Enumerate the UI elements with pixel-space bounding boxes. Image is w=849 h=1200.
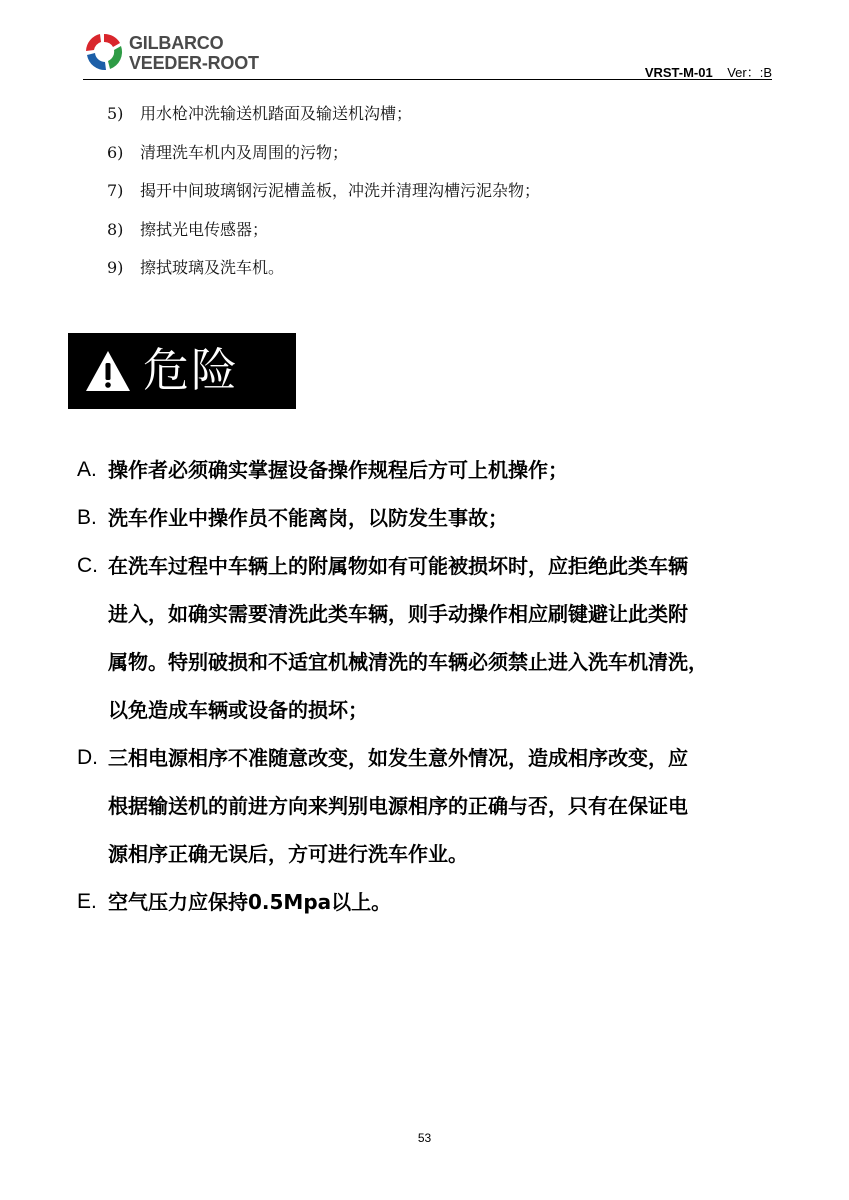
list-item xyxy=(107,176,787,215)
step-number: 8) xyxy=(107,219,124,239)
step-number: 7) xyxy=(107,181,124,200)
rule-letter: A. xyxy=(77,458,97,481)
danger-label: 危险 xyxy=(143,343,239,397)
gilbarco-logo-icon xyxy=(83,31,125,73)
document-version: Ver：:B xyxy=(727,65,772,80)
rule-letter: B. xyxy=(77,506,97,529)
company-logo xyxy=(83,31,283,77)
rule-letter: E. xyxy=(77,890,97,913)
list-item xyxy=(77,878,777,926)
list-item xyxy=(107,138,787,177)
logo-line-2: VEEDER-ROOT xyxy=(129,53,259,73)
document-id: VRST-M-01 xyxy=(644,65,713,80)
rule-text: 三相电源相序不准随意改变，如发生意外情况，造成相序改变，应 xyxy=(108,746,688,770)
rule-text: 操作者必须确实掌握设备操作规程后方可上机操作； xyxy=(108,458,568,482)
list-item xyxy=(77,446,777,494)
logo-line-1: GILBARCO xyxy=(129,33,224,53)
header-rule xyxy=(83,79,772,80)
safety-rules xyxy=(77,446,777,926)
rule-text: 进入，如确实需要清洗此类车辆，则手动操作相应刷键避让此类附 xyxy=(108,602,688,626)
list-item xyxy=(77,542,777,734)
list-item xyxy=(107,215,787,254)
rule-letter: D. xyxy=(77,746,98,769)
rule-text: 以免造成车辆或设备的损坏； xyxy=(108,698,368,722)
step-text: 用水枪冲洗输送机踏面及输送机沟槽； xyxy=(140,104,413,123)
page-header xyxy=(0,0,849,82)
list-item xyxy=(77,494,777,542)
step-number: 6) xyxy=(107,142,124,162)
maintenance-steps xyxy=(107,99,787,292)
step-number: 9) xyxy=(107,258,124,277)
page-number: 53 xyxy=(417,1131,432,1145)
danger-banner xyxy=(68,333,296,409)
rule-text: 根据输送机的前进方向来判别电源相序的正确与否，只有在保证电 xyxy=(108,794,688,818)
rule-text: 空气压力应保持0.5Mpa以上。 xyxy=(108,890,392,914)
rule-text: 洗车作业中操作员不能离岗，以防发生事故； xyxy=(108,506,508,530)
logo-wordmark xyxy=(129,33,259,73)
warning-triangle-icon xyxy=(85,349,131,393)
step-text: 擦拭光电传感器； xyxy=(140,219,269,239)
rule-letter: C. xyxy=(77,554,98,577)
rule-text: 源相序正确无误后，方可进行洗车作业。 xyxy=(108,842,468,866)
rule-text: 在洗车过程中车辆上的附属物如有可能被损坏时，应拒绝此类车辆 xyxy=(108,554,688,578)
list-item xyxy=(107,99,787,138)
step-text: 揭开中间玻璃钢污泥槽盖板，冲洗并清理沟槽污泥杂物； xyxy=(140,181,541,200)
step-number: 5) xyxy=(107,104,124,123)
rule-text: 属物。特别破损和不适宜机械清洗的车辆必须禁止进入洗车机清洗， xyxy=(108,650,708,674)
list-item xyxy=(77,734,777,878)
step-text: 擦拭玻璃及洗车机。 xyxy=(140,258,285,277)
step-text: 清理洗车机内及周围的污物； xyxy=(140,142,349,162)
list-item xyxy=(107,253,787,292)
